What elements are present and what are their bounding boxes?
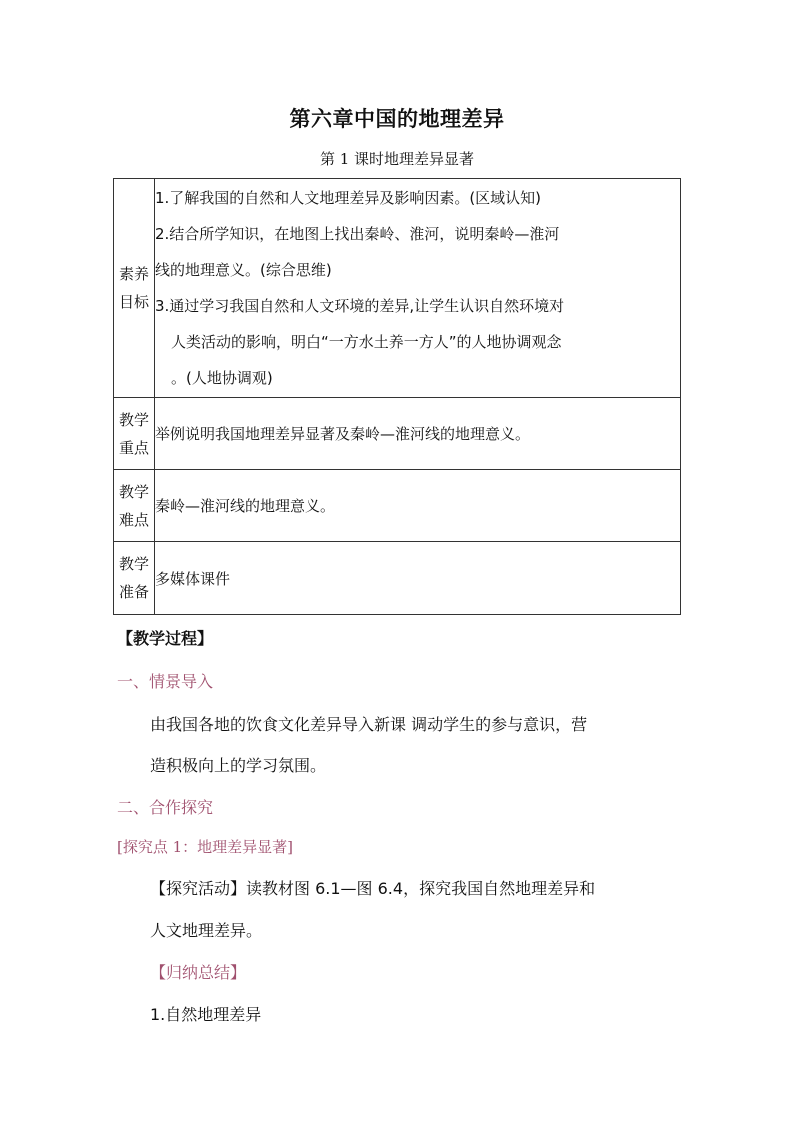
difficulty-label-line1: 教学: [118, 482, 149, 501]
prep-label-cell: [114, 542, 155, 615]
key-content-cell: 举例说明我国地理差异显著及秦岭—淮河线的地理意义。: [155, 398, 681, 470]
table-row-difficulties: [114, 470, 681, 542]
section1-line1: 由我国各地的饮食文化差异导入新课 调动学生的参与意识，营: [150, 715, 588, 734]
section1-heading: 一、情景导入: [117, 672, 214, 691]
prep-content-cell: 多媒体课件: [155, 542, 681, 615]
table-row-goals: [114, 179, 681, 398]
key-label-cell: [114, 398, 155, 470]
key-label-line1: 教学: [118, 410, 149, 429]
activity-line1: 【探究活动】读教材图 6.1—图 6.4，探究我国自然地理差异和: [150, 879, 596, 898]
difficulty-label-cell: [114, 470, 155, 542]
goals-content-cell: [155, 179, 681, 398]
page-subtitle: 第 1 课时地理差异显著: [319, 150, 475, 168]
natural-difference-item: 1.自然地理差异: [150, 1005, 262, 1024]
section2-heading: 二、合作探究: [117, 798, 214, 817]
goal-line-3: 线的地理意义。(综合思维): [155, 261, 332, 279]
goals-label-line1: 素养: [118, 265, 149, 283]
prep-label-line1: 教学: [118, 555, 149, 573]
goal-line-1: 1.了解我国的自然和人文地理差异及影响因素。(区域认知): [155, 189, 542, 207]
goal-line-5: 人类活动的影响，明白“一方水土养一方人”的人地协调观念: [171, 333, 562, 351]
difficulty-label-line2: 难点: [118, 510, 149, 529]
page-title: 第六章中国的地理差异: [289, 107, 505, 131]
summary-heading: 【归纳总结】: [150, 963, 247, 982]
process-heading: 【教学过程】: [117, 629, 214, 648]
section1-line2: 造积极向上的学习氛围。: [150, 756, 327, 775]
table-row-preparation: [114, 542, 681, 615]
key-label-line2: 重点: [118, 438, 149, 457]
activity-line2: 人文地理差异。: [150, 921, 263, 940]
goals-label-line2: 目标: [118, 293, 149, 311]
goal-line-6: 。(人地协调观): [171, 369, 273, 387]
goal-line-4: 3.通过学习我国自然和人文环境的差异,让学生认识自然环境对: [155, 297, 565, 315]
difficulty-content-cell: 秦岭—淮河线的地理意义。: [155, 470, 681, 542]
prep-label-line2: 准备: [118, 583, 149, 601]
goal-line-2: 2.结合所学知识，在地图上找出秦岭、淮河，说明秦岭—淮河: [155, 225, 560, 243]
explore-point-heading: [探究点 1：地理差异显著]: [117, 838, 294, 856]
goals-label-cell: [114, 179, 155, 398]
lesson-objectives-table: [113, 178, 681, 615]
table-row-key-points: [114, 398, 681, 470]
